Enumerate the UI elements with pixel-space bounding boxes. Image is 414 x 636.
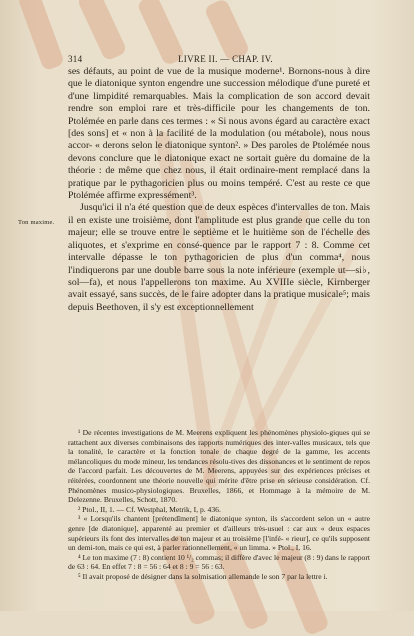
page-number: 314 bbox=[68, 54, 83, 64]
footnotes bbox=[68, 428, 370, 582]
paragraph: ses défauts, au point de vue de la musique moderne¹. Bornons-nous à dire que le diatonique synton engendre une succession mélodique d'une pureté et d'une limpidité remarquables. Mais la complication de son accord devait rendre son emploi rare et très-difficile pour les changements de ton. Ptolémée en parle dans ces termes : « Si nous avons égard au caractère exact [des sons] et « non à la facilité de la modulation (ou métabole), nous nous accor- « derons selon le diatonique synton². » Des paroles de Ptolémée nous devons conclure que le diatonique exact ne sortait guère du domaine de la théorie : de même que chez nous, il était ordinaire-ment remplacé dans la pratique par le pythagoricien plus ou moins tempéré. C'est au reste ce que Ptolémée affirme expressément³. bbox=[68, 66, 370, 202]
watermark-stroke bbox=[76, 0, 127, 62]
footnote: ¹ De récentes investigations de M. Meerens expliquent les phénomènes physiolo-giques qui se rattachent aux diverses combinaisons des rapports numériques des inter-valles musicaux, tels que la tonalité, le caractère et la fonction tonale de chaque degré de la gamme, les accents mélancoliques du mode mineur, les tendances résolu-tives des dissonances et le sentiment de repos de l'accord parfait. Les découvertes de M. Meerens, appuyées sur des expériences précises et réitérées, coordonnent une théorie nouvelle qui mérite d'être prise en sérieuse considération. Cf. Phénomènes musico-physiologiques. Bruxelles, 1866, et Hommage à la mémoire de M. Delezenne. Bruxelles, Schott, 1870. bbox=[68, 428, 370, 505]
footnote: ³ « Lorsqu'ils chantent [prétendîment] le diatonique synton, ils s'accordent selon un « autre genre [de diatonique], apparenté au premier et d'ailleurs très-usuel : car aux « deux espaces supérieurs ils font des intervalles de ton majeur et au troisième [l'infé- « rieur], ce qu'ils supposent un demi-ton, mais ce qui est, à parler rationnellement, « un limma. » Ptol., I, 16. bbox=[68, 514, 370, 553]
footnote: ² Ptol., II, 1. — Cf. Westphal, Metrik, I, p. 436. bbox=[78, 504, 221, 514]
paragraph: Jusqu'ici il n'a été question que de deux espèces d'intervalles de ton. Mais il en existe une troisième, dont l'amplitude est plus grande que celle du ton majeur; elle se trouve entre le septième et le huitième son de l'échelle des aliquotes, et s'exprime en consé-quence par le rapport 7 : 8. Comme cet intervalle dépasse le ton pythagoricien de plus d'un comma⁴, nous l'indiquerons par une double barre sous la note inférieure (exemple ut—si♭, sol—fa), et nous l'appellerons ton maxime. Au XVIIIe siècle, Kirnberger avait essayé, sans succès, de le faire adopter dans la pratique musicale⁵; mais depuis Beethoven, il s'y est exceptionnellement bbox=[68, 202, 370, 313]
footnote: ⁴ Le ton maxime (7 : 8) contient 10 ¹/₂ commas; il diffère d'avec le majeur (8 : 9) dans le rapport de 63 : 64. En effet 7 : 8 = 56 : 64 et 8 : 9 = 56 : 63. bbox=[68, 552, 370, 572]
watermark-stroke bbox=[17, 0, 65, 71]
running-title: LIVRE II. — CHAP. IV. bbox=[178, 54, 273, 64]
footnote: ⁵ Il avait proposé de désigner dans la solmisation allemande le son 7 par la lettre i. bbox=[78, 571, 328, 581]
watermark-stroke bbox=[203, 0, 250, 62]
margin-note: Ton maxime. bbox=[18, 219, 55, 226]
main-text bbox=[68, 66, 370, 314]
